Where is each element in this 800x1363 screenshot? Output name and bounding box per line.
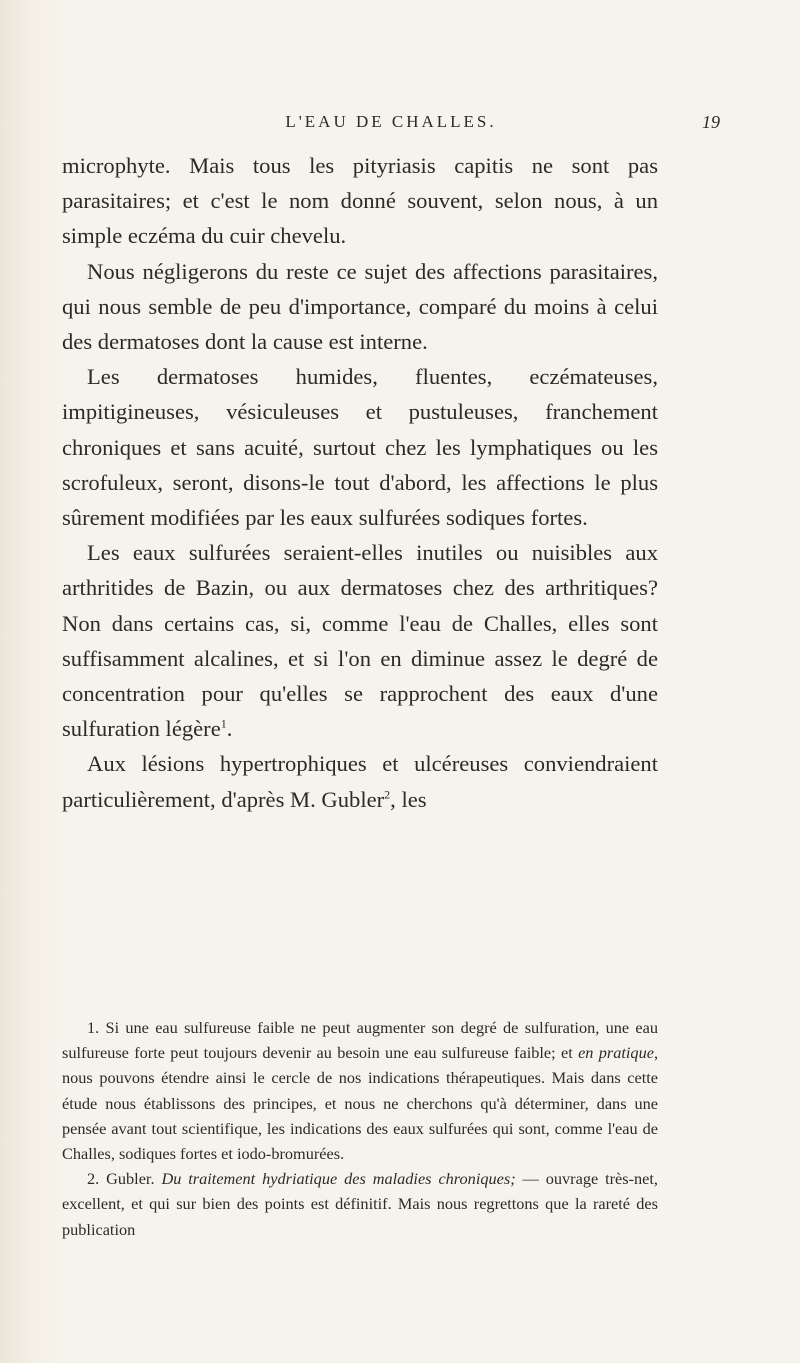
footnote-2-text-a: 2. Gubler. [87,1169,162,1189]
paragraph-4-text: Les eaux sulfurées seraient-elles inutiles ou nuisibles aux arthritides de Bazin, ou aux dermatoses chez des arthritiques? Non dans certains cas, si, comme l'eau de Challes, elles sont suffisamment alcalines, et si l'on en diminue assez le degré de concentration pour qu'elles se rapprochent des eaux d'une sulfuration légère [62,540,658,742]
page-edge-shadow [0,0,60,1363]
paragraph-2: Nous négligerons du reste ce sujet des affections parasitaires, qui nous semble de peu d'importance, comparé du moins à celui des dermatoses dont la cause est interne. [62,258,658,355]
footnote-2-text-b: — ouvrage très-net, excellent, et qui sur bien des points est définitif. Mais nous regrettons que la rareté des publication [62,1169,659,1239]
paragraph-3: Les dermatoses humides, fluentes, eczémateuses, impitigineuses, vésiculeuses et pustuleuses, franchement chroniques et sans acuité, surtout chez les lymphatiques ou les scrofuleux, seront, disons-le tout d'abord, les affections le plus sûrement modifiées par les eaux sulfurées sodiques fortes. [62,364,658,531]
footnote-1-text-a: 1. Si une eau sulfureuse faible ne peut augmenter son degré de sulfuration, une eau sulfureuse forte peut toujours devenir au besoin une eau sulfureuse faible; et [62,1018,658,1063]
footnote-ref-1: 1 [220,716,227,731]
footnote-2-title: Du traitement hydriatique des maladies chroniques; [161,1169,516,1189]
paragraph-5-text: Aux lésions hypertrophiques et ulcéreuses conviendraient particulièrement, d'après M. Gubler [62,751,658,812]
paragraph-4 [62,535,658,746]
page-header [62,112,720,138]
body-text [62,148,658,817]
running-title: L'EAU DE CHALLES. [285,112,497,131]
paragraph-5 [62,746,658,816]
paragraph-4-end: . [226,716,233,742]
footnote-1-text-b: , nous pouvons étendre ainsi le cercle de nos indications thérapeutiques. Mais dans cette étude nous établissons des principes, et nous ne cherchons qu'à déterminer, dans une pensée avant tout scientifique, les indications des eaux sulfurées qui sont, comme l'eau de Challes, sodiques fortes et iodo-bromurées. [62,1043,659,1164]
paragraph-1: microphyte. Mais tous les pityriasis capitis ne sont pas parasitaires; et c'est le nom donné souvent, selon nous, à un simple eczéma du cuir chevelu. [62,153,658,249]
footnote-ref-2: 2 [384,787,391,802]
footnote-1-emphasis: en pratique [578,1043,654,1063]
page-number: 19 [702,112,720,132]
paragraph-5-end: , les [390,786,427,812]
footnote-1 [62,1015,658,1166]
footnotes [62,1015,658,1242]
footnote-2 [62,1166,658,1242]
